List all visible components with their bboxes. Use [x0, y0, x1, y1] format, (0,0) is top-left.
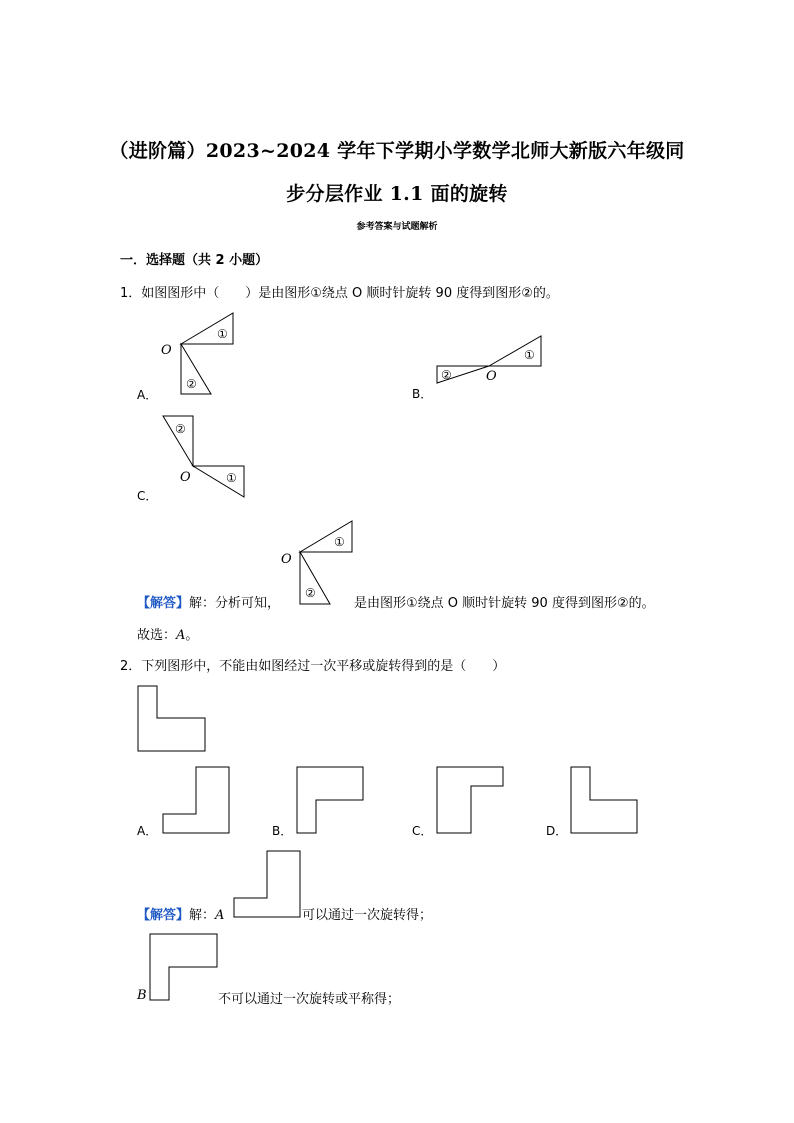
q2-stem: 2．下列图形中，不能由如图经过一次平移或旋转得到的是（ ）	[120, 659, 506, 674]
q1-b-point-o: O	[486, 369, 497, 384]
q1-option-b-figure[interactable]	[437, 336, 541, 384]
q2-ans-a-l-shape	[234, 851, 300, 917]
page-title-line2: 步分层作业 1.1 面的旋转	[286, 183, 508, 205]
q2-choice-c-label[interactable]: C．	[412, 824, 433, 838]
q1-choice-a-label[interactable]: A．	[137, 388, 158, 402]
q2-b-l-shape	[297, 767, 363, 833]
q2-reference-figure	[138, 686, 205, 751]
q1-answer-label: 【解答】	[137, 596, 190, 611]
q1-ans-point-o: O	[281, 552, 292, 567]
q2-option-c-figure[interactable]	[437, 767, 503, 833]
q2-reference-l-shape	[138, 686, 205, 751]
q2-answer-a-text: 可以通过一次旋转得；	[302, 908, 433, 923]
q1-c-label-1: ①	[226, 471, 237, 485]
q2-answer-b-figure	[150, 934, 217, 1000]
q2-answer-label: 【解答】	[137, 908, 190, 923]
q1-choice-b-label[interactable]: B．	[412, 387, 433, 401]
section-heading: 一．选择题（共 2 小题）	[120, 253, 269, 268]
q2-answer-a-figure	[234, 851, 300, 917]
page-subtitle: 参考答案与试题解析	[356, 222, 438, 232]
q2-choice-a-label[interactable]: A．	[137, 824, 158, 838]
q1-b-label-1: ①	[524, 348, 535, 362]
q2-option-a-figure[interactable]	[163, 767, 229, 833]
q2-a-l-shape	[163, 767, 229, 833]
q1-option-c-figure[interactable]	[163, 416, 244, 497]
q1-a-label-2: ②	[186, 377, 197, 391]
q2-choice-b-label[interactable]: B．	[272, 824, 293, 838]
q2-d-l-shape	[571, 767, 637, 833]
q1-ans-label-2: ②	[305, 586, 316, 600]
q1-ans-label-1: ①	[334, 535, 345, 549]
q2-answer-prefix: 解：	[189, 908, 216, 923]
q2-answer-letter-b: B	[137, 988, 147, 1003]
q2-choice-d-label[interactable]: D．	[546, 824, 568, 838]
q1-c-point-o: O	[180, 470, 191, 485]
q1-a-point-o: O	[161, 343, 172, 358]
q1-conclusion-end: 。	[185, 628, 199, 643]
q1-conclusion-prefix: 故选：	[137, 628, 177, 643]
q1-answer-line	[137, 592, 280, 611]
q1-option-a-figure[interactable]	[161, 313, 233, 394]
page-title-line1: （进阶篇）2023~2024 学年下学期小学数学北师大新版六年级同	[109, 140, 685, 162]
q2-ans-b-l-shape	[150, 934, 217, 1000]
q1-conclusion	[137, 624, 198, 643]
q2-c-l-shape	[437, 767, 503, 833]
q1-b-label-2: ②	[441, 368, 452, 382]
q2-option-d-figure[interactable]	[571, 767, 637, 833]
q1-conclusion-letter: A	[176, 628, 186, 643]
q2-answer-b-text: 不可以通过一次旋转或平称得；	[218, 992, 401, 1007]
q2-answer-letter-a: A	[215, 908, 225, 923]
q1-c-label-2: ②	[175, 422, 186, 436]
q1-a-label-1: ①	[217, 327, 228, 341]
q2-option-b-figure[interactable]	[297, 767, 363, 833]
q1-choice-c-label[interactable]: C．	[137, 489, 158, 503]
q1-answer-prefix: 解：分析可知，	[189, 596, 281, 611]
q1-answer-figure	[281, 521, 352, 604]
q2-answer-line	[137, 904, 224, 923]
q1-answer-suffix: 是由图形①绕点 O 顺时针旋转 90 度得到图形②的。	[354, 596, 655, 611]
q1-stem: 1．如图图形中（ ）是由图形①绕点 O 顺时针旋转 90 度得到图形②的。	[120, 286, 559, 301]
